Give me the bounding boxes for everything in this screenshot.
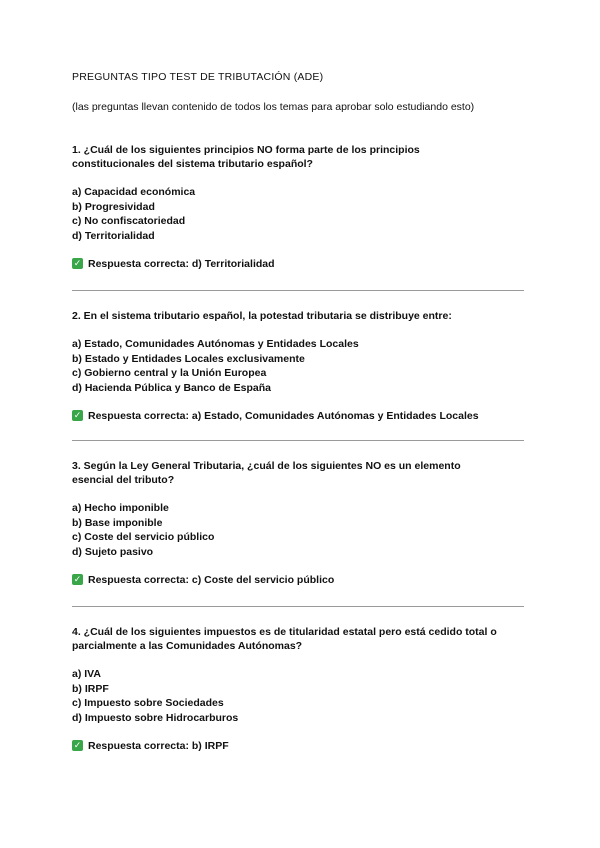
options-list: [72, 337, 528, 396]
option-b: b) IRPF: [72, 682, 109, 695]
option-b: b) Progresividad: [72, 200, 155, 213]
question-2: [72, 309, 528, 423]
question-text: 3. Según la Ley General Tributaria, ¿cuál de los siguientes NO es un elemento esencial del tributo?: [72, 460, 461, 486]
option-a: a) Estado, Comunidades Autónomas y Entidades Locales: [72, 338, 359, 350]
option-d: d) Impuesto sobre Hidrocarburos: [72, 712, 239, 725]
option-a: a) Hecho imponible: [72, 502, 169, 514]
option-d: d) Sujeto pasivo: [72, 546, 154, 559]
option-d: d) Territorialidad: [72, 230, 155, 243]
divider: [72, 440, 524, 441]
option-b: b) Base imponible: [72, 516, 163, 529]
option-c: c) Gobierno central y la Unión Europea: [72, 367, 267, 380]
options-list: [72, 667, 528, 726]
check-mark-icon: ✓: [73, 574, 82, 585]
check-mark-icon: ✓: [73, 740, 82, 751]
option-a: a) Capacidad económica: [72, 186, 196, 198]
options-list: [72, 501, 528, 560]
correct-answer: ✓ Respuesta correcta: c) Coste del servicio público: [73, 573, 335, 586]
correct-answer: ✓ Respuesta correcta: d) Territorialidad: [73, 257, 275, 270]
check-mark-icon: ✓: [73, 258, 82, 269]
correct-answer: ✓ Respuesta correcta: b) IRPF: [73, 739, 229, 752]
question-4: [72, 625, 528, 753]
option-b: b) Estado y Entidades Locales exclusivamente: [72, 352, 305, 365]
option-a: a) IVA: [72, 668, 101, 680]
question-text: 4. ¿Cuál de los siguientes impuestos es de titularidad estatal pero está cedido total o parcialmente a las Comunidades Autónomas?: [72, 626, 497, 652]
option-c: c) Coste del servicio público: [72, 531, 215, 544]
document-subtitle: (las preguntas llevan contenido de todos los temas para aprobar solo estudiando esto): [72, 101, 475, 113]
question-1: [72, 143, 528, 271]
question-text: 2. En el sistema tributario español, la potestad tributaria se distribuye entre:: [72, 310, 452, 322]
option-c: c) No confiscatoriedad: [72, 215, 186, 228]
document-title: PREGUNTAS TIPO TEST DE TRIBUTACIÓN (ADE): [72, 71, 324, 83]
check-mark-icon: ✓: [73, 410, 82, 421]
divider: [72, 290, 524, 291]
options-list: [72, 185, 528, 244]
option-c: c) Impuesto sobre Sociedades: [72, 697, 224, 710]
question-text: 1. ¿Cuál de los siguientes principios NO forma parte de los principios constitucionales del sistema tributario español?: [72, 144, 420, 170]
correct-answer: ✓ Respuesta correcta: a) Estado, Comunidades Autónomas y Entidades Locales: [73, 409, 479, 422]
question-3: [72, 459, 528, 587]
option-d: d) Hacienda Pública y Banco de España: [72, 382, 271, 395]
divider: [72, 606, 524, 607]
